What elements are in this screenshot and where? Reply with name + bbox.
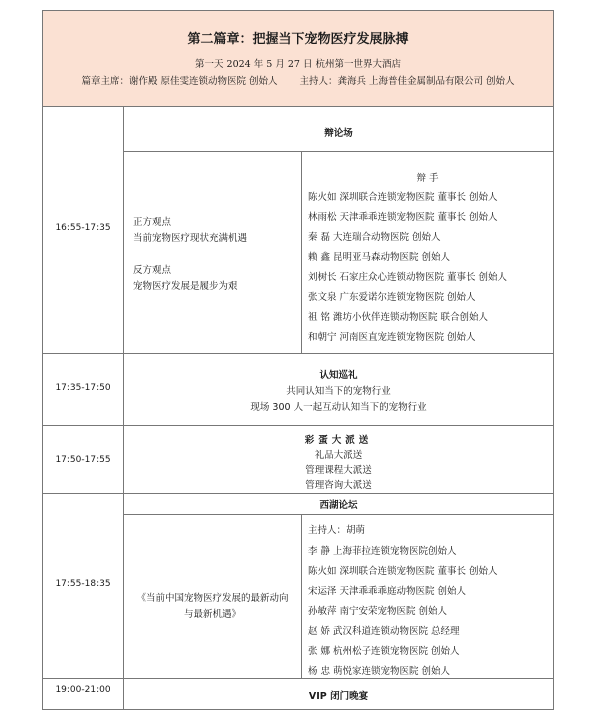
gift-item: 礼品大派送 (314, 450, 363, 461)
con-text: 宠物医疗发展是履步为艰 (133, 281, 238, 292)
date-venue-line: 第一天 2024 年 5 月 27 日 杭州第一世界大酒店 (195, 59, 401, 70)
panelist: 李 静 上海菲拉连锁宠物医院创始人 (308, 546, 457, 557)
chapter-chair: 篇章主席：谢作殿 原佳雯连锁动物医院 创始人 (81, 76, 278, 87)
debaters-heading: 辩 手 (416, 173, 439, 184)
debater: 秦 磊 大连瑞合动物医院 创始人 (308, 232, 441, 243)
cognition-time: 17:35-17:50 (55, 383, 111, 393)
cognition-title: 认知巡礼 (319, 370, 358, 381)
chapter-title: 第二篇章：把握当下宠物医疗发展脉搏 (187, 32, 409, 47)
gift-item: 管理课程大派送 (305, 465, 372, 476)
debater: 和朝宁 河南医直宠连锁宠物医院 创始人 (308, 332, 476, 343)
gift-item: 管理咨询大派送 (305, 480, 372, 491)
panelist: 孙敏萍 南宁安荣宠物医院 创始人 (308, 606, 448, 617)
pro-label: 正方观点 (133, 217, 172, 228)
xihu-topic-line-2: 与最新机遇》 (183, 609, 241, 620)
panelist: 赵 娇 武汉科道连锁动物医院 总经理 (308, 626, 460, 637)
xihu-host: 主持人：胡萌 (308, 525, 366, 536)
debater: 林雨松 天津乖乖连锁宠物医院 董事长 创始人 (308, 212, 498, 223)
cognition-line-1: 共同认知当下的宠物行业 (286, 386, 391, 397)
cognition-line-2: 现场 300 人一起互动认知当下的宠物行业 (250, 402, 427, 413)
row-divider (43, 678, 553, 679)
chapter-header (43, 11, 553, 107)
vip-time: 19:00-21:00 (55, 685, 111, 695)
hosts-line (43, 73, 553, 87)
debate-time: 16:55-17:35 (55, 223, 111, 233)
agenda-table (42, 10, 554, 710)
debater: 赖 鑫 昆明亚马森动物医院 创始人 (308, 252, 451, 263)
gifts-title: 彩蛋大派送 (304, 435, 373, 446)
row-divider (43, 493, 553, 494)
debater: 刘树长 石家庄众心连锁动物医院 董事长 创始人 (308, 272, 508, 283)
xihu-time: 17:55-18:35 (55, 579, 111, 589)
pro-text: 当前宠物医疗现状充满机遇 (133, 233, 248, 244)
xihu-title: 西湖论坛 (319, 500, 358, 511)
row-divider (43, 425, 553, 426)
debater: 张文泉 广东爱诺尔连锁宠物医院 创始人 (308, 292, 476, 303)
gifts-time: 17:50-17:55 (55, 455, 111, 465)
xihu-title-divider (124, 514, 553, 515)
debater: 陈火如 深圳联合连锁宠物医院 董事长 创始人 (308, 192, 498, 203)
debater: 祖 铭 潍坊小伙伴连锁动物医院 联合创始人 (308, 312, 489, 323)
debate-title-divider (124, 151, 553, 152)
panelist: 张 娜 杭州松子连锁宠物医院 创始人 (308, 646, 460, 657)
panelist: 杨 忠 萌悦家连锁宠物医院 创始人 (308, 666, 451, 677)
row-divider (43, 353, 553, 354)
chapter-host: 主持人：龚海兵 上海普佳金属制品有限公司 创始人 (299, 76, 515, 87)
panelist: 宋运泽 天津乖乖乖庭动物医院 创始人 (308, 586, 467, 597)
con-label: 反方观点 (133, 265, 172, 276)
debate-title: 辩论场 (324, 128, 353, 139)
xihu-topic-line-1: 《当前中国宠物医疗发展的最新动向 (136, 593, 289, 604)
vip-title: VIP 闭门晚宴 (308, 691, 369, 702)
xihu-inner-divider (301, 514, 302, 678)
panelist: 陈火如 深圳联合连锁宠物医院 董事长 创始人 (308, 566, 498, 577)
